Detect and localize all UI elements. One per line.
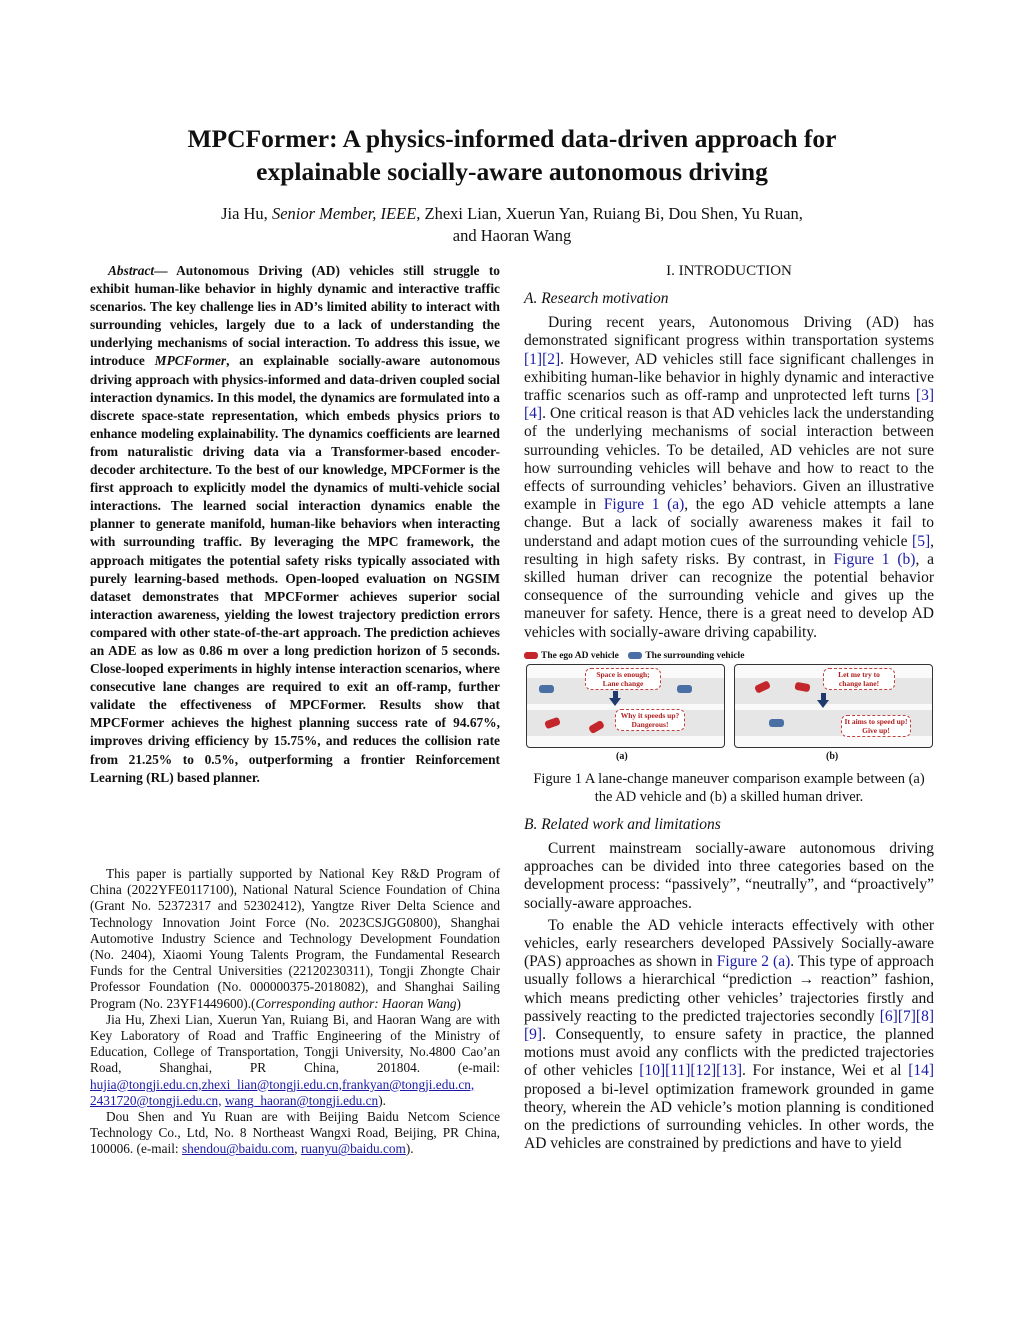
author-text: Jia Hu, [221, 204, 272, 223]
title-line-2: explainable socially-aware autonomous driving [256, 157, 768, 186]
email-sep: , [294, 1141, 301, 1157]
email-link[interactable]: wang_haoran@tongji.edu.cn [224, 1092, 379, 1108]
thought-bubble: It aims to speed up! Give up! [841, 715, 911, 737]
citation-link[interactable]: [10][11][12][13] [639, 1062, 742, 1080]
paragraph [524, 917, 934, 1154]
citation-link[interactable]: [14] [908, 1062, 935, 1080]
thought-bubble: Why it speeds up? Dangerous! [615, 709, 685, 731]
abstract-text-cont: , an explainable socially-aware autonomous driving approach with physics-informed and data-driven coupled social interaction dynamics. In this model, the dynamics are formulated into a discrete space-state representation, which embeds physics priors to enhance modeling explainability. The dynamics coefficients are learned from naturalistic driving data via a Transformer-based encoder-decoder architecture. To the best of our knowledge, MPCFormer is the first approach to explicitly model the dynamics of multi-vehicle social interactions. The learned social interaction dynamics enable the planner to generate manifold, human-like behaviors when interacting with surrounding traffic. By leveraging the MPC framework, the approach mitigates the potential safety risks typically associated with purely learning-based methods. Open-looped evaluation on NGSIM dataset demonstrates that MPCFormer achieves superior social interaction awareness, yielding the lowest trajectory prediction errors compared with other state-of-the-art approach. The prediction achieves an ADE as low as 0.86 m over a long prediction horizon of 5 seconds. Close-looped experiments in highly intense interaction scenarios, where consecutive lane changes are required to exit an off-ramp, further validate the effectiveness of MPCFormer. Results show that MPCFormer achieves the highest planning success rate of 94.67%, improves driving efficiency by 15.75%, and reduces the collision rate from 21.25% to 0.5%, outperforming a frontier Reinforcement Learning (RL) based planner. [90, 353, 501, 785]
text: , resulting in high safety risks. By contrast, in [524, 532, 934, 568]
text: . This type of approach usually follows a hierarchical “prediction → reaction” fashion, which means predicting other vehicles’ trajectories firstly and passively reacting to the predicted trajectories secondly [524, 953, 934, 1025]
figure-caption: Figure 1 A lane-change maneuver comparison example between (a) the AD vehicle and (b) a skilled human driver. [533, 770, 925, 805]
author-membership: Senior Member, IEEE [271, 204, 417, 223]
text: , the ego AD vehicle attempts a lane change. But a lack of socially awareness makes it fail to understand and adapt motion cues of the surrounding vehicle [524, 496, 935, 550]
abstract [90, 262, 500, 787]
text: proposed a bi-level optimization framework grounded in game theory, wherein the AD vehicle’s motion planning is conditioned on the predictions of surrounding vehicles. In other words, the AD vehicles are constrained by predictions and have to yield [524, 1080, 934, 1153]
figure-legend [524, 650, 934, 662]
citation-link[interactable]: [5] [912, 532, 931, 550]
citation-link[interactable]: [6][7][8][9] [524, 1007, 934, 1043]
arrow-down-icon [821, 693, 826, 700]
author-text-cont: , Zhexi Lian, Xuerun Yan, Ruiang Bi, Dou Shen, Yu Ruan, [416, 204, 803, 223]
author-last: and Haoran Wang [452, 226, 572, 245]
abstract-text: Autonomous Driving (AD) vehicles still struggle to exhibit human-like behavior in highly dynamic and interactive traffic scenarios. The key challenge lies in AD’s limited ability to interact with surrounding vehicles, largely due to a lack of understanding the underlying mechanisms of social interaction. To address this issue, we introduce [90, 263, 500, 369]
email-link[interactable]: ruanyu@baidu.com [300, 1141, 406, 1157]
text: , a skilled human driver can recognize the potential behavior consequence of the surrounding vehicle and gives up the maneuver for safety. Hence, there is a great need to develop AD vehicles with socially-aware driving capability. [524, 550, 934, 641]
arrow-down-icon [613, 691, 618, 698]
abstract-label: Abstract [108, 263, 155, 278]
figure-link[interactable]: Figure 2 (a) [716, 953, 791, 971]
affiliation-end: ). [378, 1092, 386, 1108]
arrow-down-icon [817, 700, 829, 708]
arrow-down-icon [609, 698, 621, 706]
text: During recent years, Autonomous Driving (AD) has demonstrated significant progress within transportation systems [524, 314, 934, 350]
affiliation-text: Jia Hu, Zhexi Lian, Xuerun Yan, Ruiang Bi, and Haoran Wang are with Key Laboratory of Road and Traffic Engineering of the Ministry of Education, College of Transportation, Tongji University, No.4800 Cao’an Road, Shanghai, PR China, 201804. (e-mail: [90, 1011, 500, 1076]
affiliation-end: ). [405, 1141, 414, 1157]
citation-link[interactable]: [3][4] [524, 387, 934, 423]
subsection-heading-b: B. Related work and limitations [524, 815, 721, 833]
email-link[interactable]: hujia@tongji.edu.cn,zhexi_lian@tongji.edu.cn,frankyan@tongji.edu.cn, 2431720@tongji.edu.cn, [90, 1076, 475, 1108]
surrounding-car-icon [628, 652, 642, 659]
abstract-dash: — [154, 263, 177, 278]
panel-b [734, 664, 933, 748]
thought-bubble: Let me try to change lane! [823, 668, 895, 690]
title-line-1: MPCFormer: A physics-informed data-driven approach for [187, 124, 837, 153]
model-name: MPCFormer [154, 353, 227, 369]
affiliation-text: Dou Shen and Yu Ruan are with Beijing Baidu Netcom Science Technology Co., Ltd, No. 8 Northeast Wangxi Road, Beijing, PR China, 100006. (e-mail: [90, 1109, 500, 1157]
surrounding-car-icon [677, 685, 692, 693]
ego-car-icon [524, 652, 538, 659]
subsection-heading-a: A. Research motivation [524, 290, 669, 308]
panel-b-label: (b) [826, 750, 839, 762]
funding-text: This paper is partially supported by National Key R&D Program of China (2022YFE0117100), National Natural Science Foundation of China (Grant No. 52372317 and 52302412), Yangtze River Delta Science and Technology Innovation Joint Force (No. 2023CSJGG0800), Shanghai Automotive Industry Science and Technology Development Foundation (No. 2404), Xiaomi Young Talents Program, the Fundamental Research Funds for the Central Universities (22120230311), Tongji Zhongte Chair Professor Foundation (No. 000000375-2018082), and Shanghai Sailing Program (No. 23YF1449600).( [90, 866, 500, 1011]
surrounding-car-icon [769, 719, 784, 727]
introduction [524, 262, 934, 1153]
figure-link[interactable]: Figure 1 (b) [833, 550, 916, 568]
surrounding-car-icon [539, 685, 554, 693]
figure-link[interactable]: Figure 1 (a) [603, 496, 685, 514]
citation-link[interactable]: [1][2] [524, 350, 561, 368]
panel-a-label: (a) [616, 750, 628, 762]
author-list [150, 203, 874, 247]
funding-note [90, 866, 500, 1012]
legend-ego: The ego AD vehicle [541, 650, 619, 661]
text: . For instance, Wei et al [742, 1062, 909, 1080]
thought-bubble: Space is enough; Lane change [585, 668, 661, 690]
paper-title [90, 122, 934, 188]
text: . One critical reason is that AD vehicles lack the understanding of the underlying mechanisms of social interaction between surrounding vehicles. To be detailed, AD vehicles are not sure how surrounding vehicles will behave and how to react to the effects of surrounding vehicles’ behaviors. Given an illustrative example in [524, 405, 934, 514]
email-link[interactable]: shendou@baidu.com [181, 1141, 295, 1157]
funding-end: ) [456, 995, 461, 1011]
figure-1 [524, 650, 934, 762]
panel-a [526, 664, 725, 748]
section-heading: I. INTRODUCTION [666, 263, 792, 279]
affiliation-tongji [90, 1012, 500, 1109]
corresponding-author: Corresponding author: Haoran Wang [255, 995, 457, 1011]
paragraph [524, 314, 934, 642]
text: To enable the AD vehicle interacts effectively with other vehicles, early researchers developed PAssively Socially-aware (PAS) approaches as shown in [524, 916, 934, 971]
legend-surrounding: The surrounding vehicle [645, 650, 745, 661]
text: . Consequently, to ensure safety in practice, the planned motions must avoid any conflicts with the predicted trajectories of other vehicles [524, 1025, 934, 1080]
paragraph: Current mainstream socially-aware autonomous driving approaches can be divided into three categories based on the development process: “passively”, “neutrally”, and “proactively” socially-aware approaches. [524, 839, 934, 912]
footnote [90, 866, 500, 1158]
affiliation-baidu [90, 1109, 500, 1158]
text: . However, AD vehicles still face significant challenges in exhibiting human-like behavior in highly dynamic and interactive traffic scenarios such as off-ramp and unprotected left turns [524, 350, 934, 404]
